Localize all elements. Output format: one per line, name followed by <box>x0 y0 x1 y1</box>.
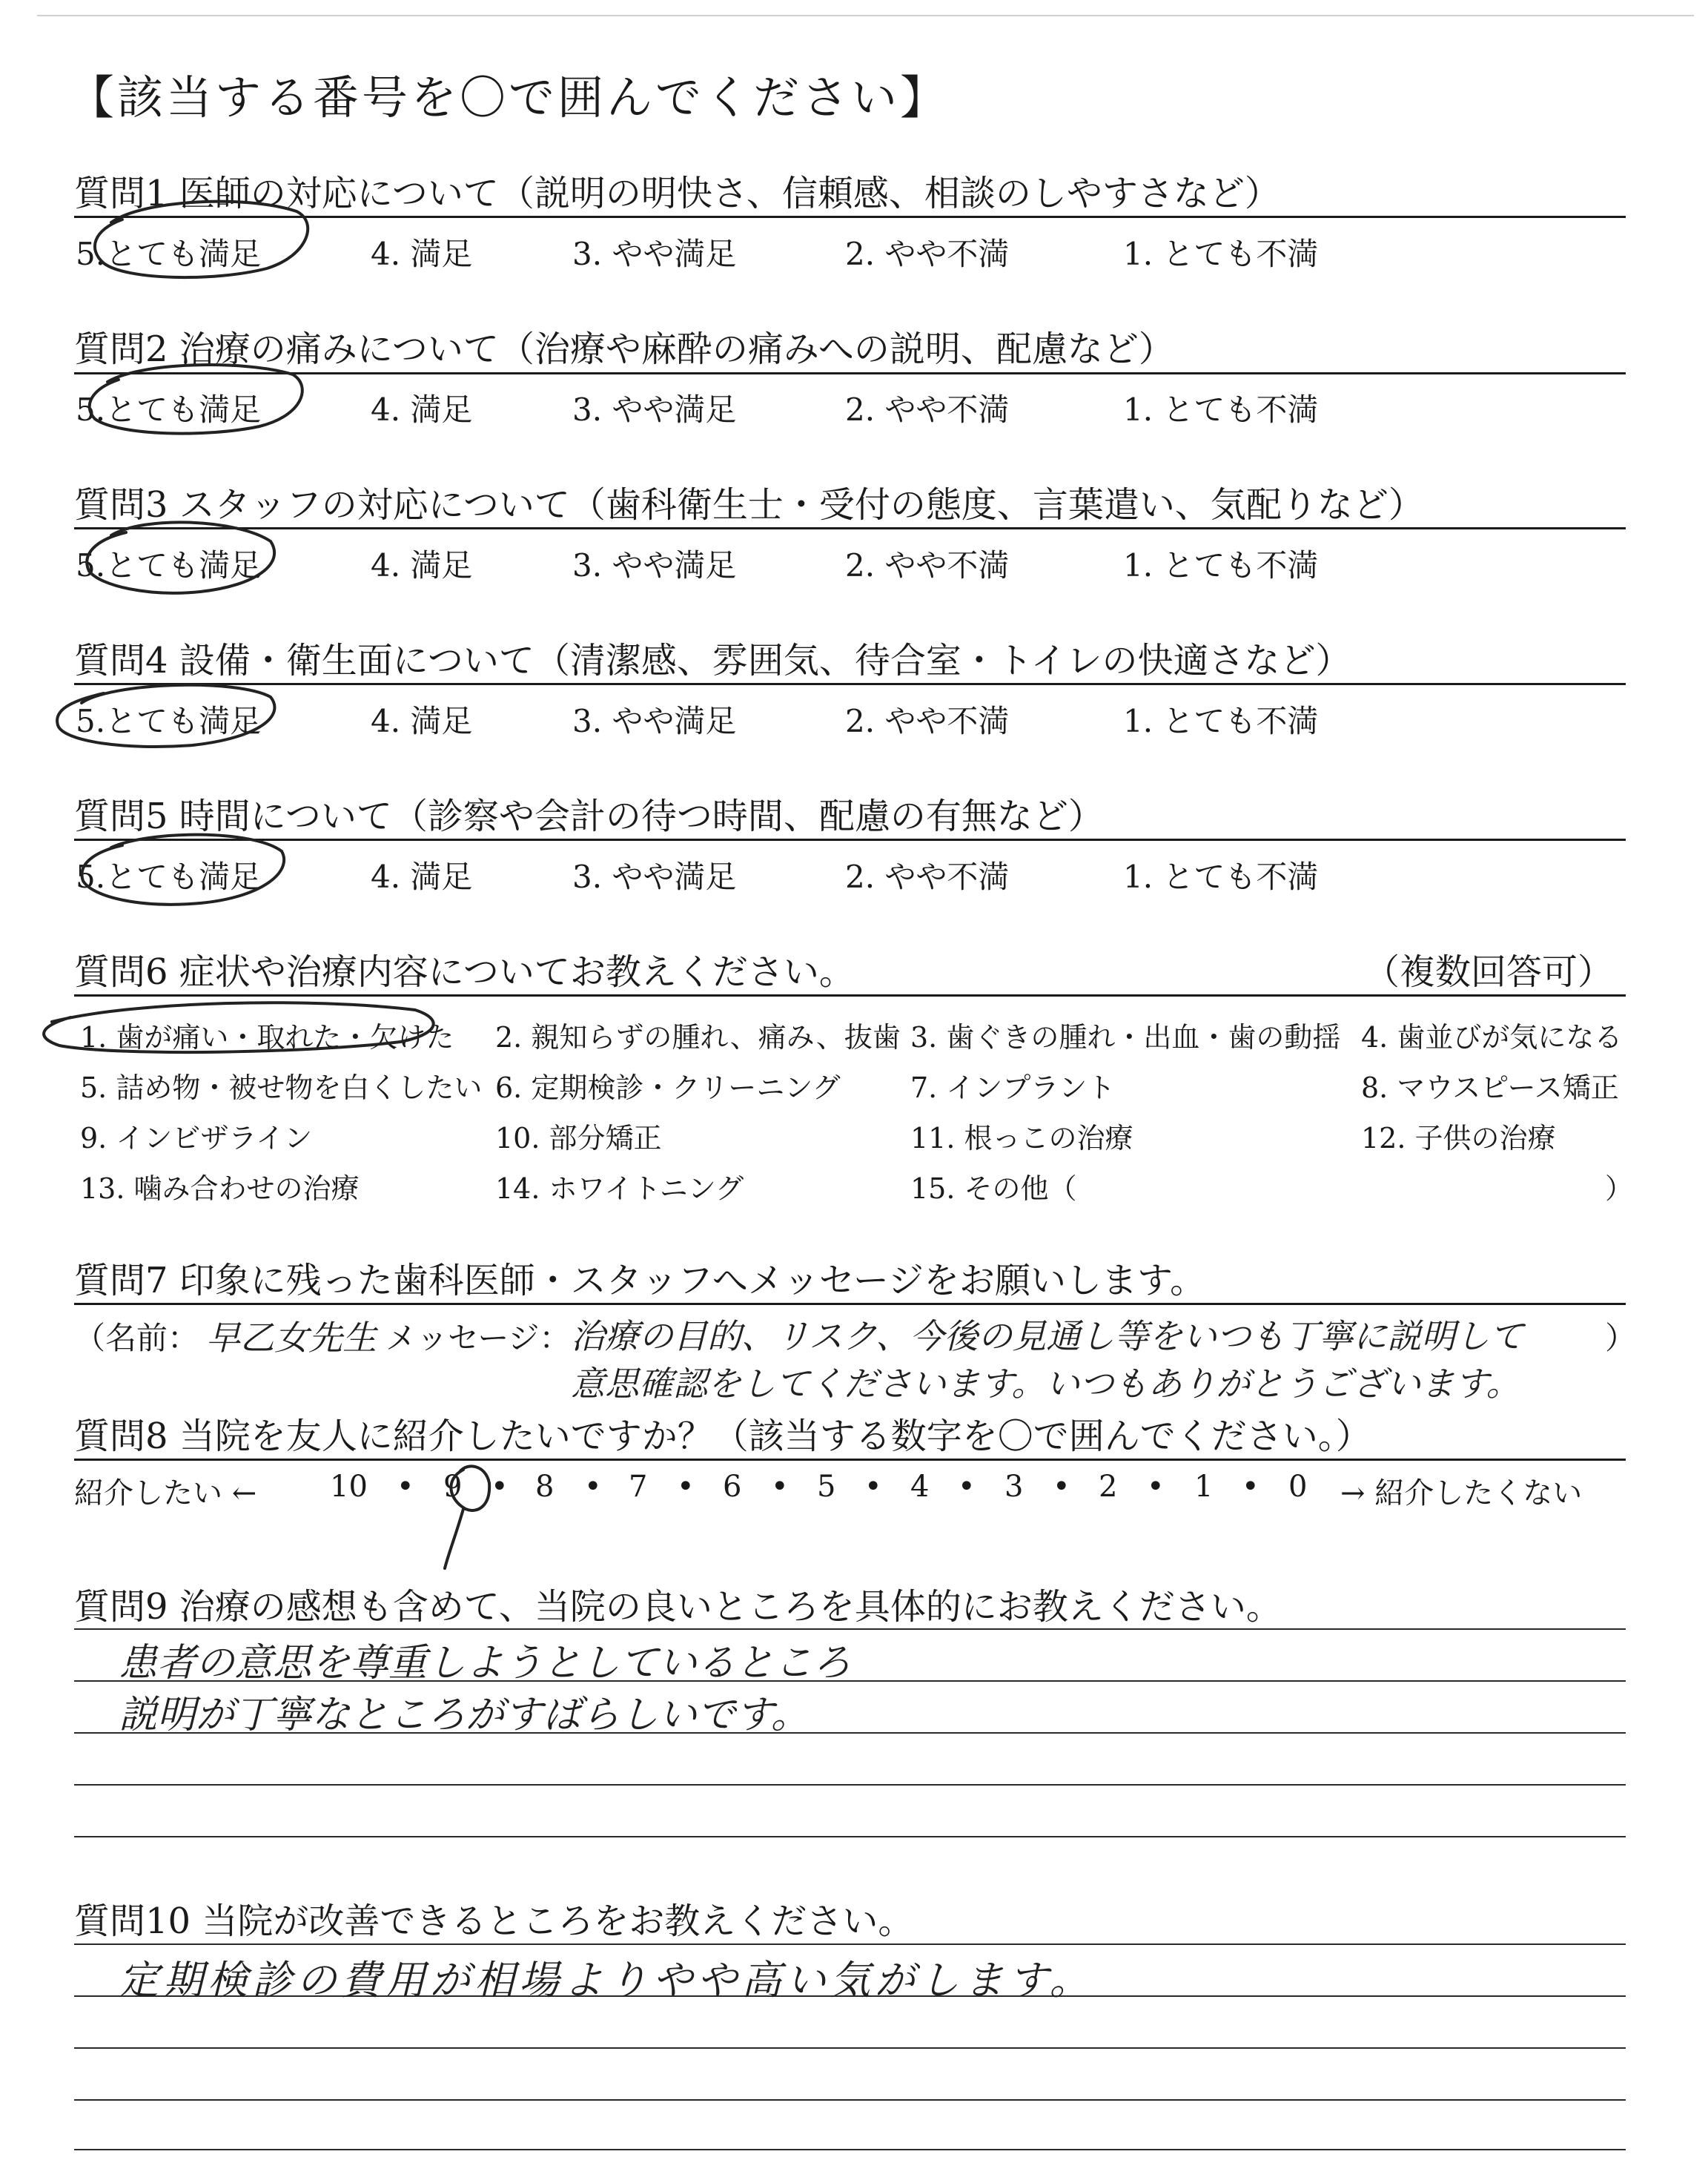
q2-option-4[interactable]: 4. 満足 <box>371 392 473 428</box>
q8-dot: • <box>677 1470 695 1504</box>
q4-selection-circle <box>57 685 274 747</box>
q6-option-7[interactable]: 7. インプラント <box>910 1071 1116 1104</box>
q6-option-8[interactable]: 8. マウスピース矯正 <box>1361 1071 1619 1104</box>
q3-option-2[interactable]: 2. やや不満 <box>845 547 1010 584</box>
q4-option-1[interactable]: 1. とても不満 <box>1123 703 1319 739</box>
q8-score-6[interactable]: 6 <box>723 1470 742 1504</box>
q8-dot: • <box>584 1470 602 1504</box>
q4-option-5[interactable]: 5.とても満足 <box>76 703 262 739</box>
q2-option-5[interactable]: 5.とても満足 <box>76 392 262 428</box>
q10-answer-line-1[interactable]: 定期検診の費用が相場よりやや高い気がします。 <box>119 1957 1094 2004</box>
question-4-label: 質問4 設備・衛生面について（清潔感、雰囲気、待合室・トイレの快適さなど） <box>74 640 1351 681</box>
q6-option-4[interactable]: 4. 歯並びが気になる <box>1361 1021 1623 1054</box>
q8-score-4[interactable]: 4 <box>910 1470 930 1504</box>
q6-option-3[interactable]: 3. 歯ぐきの腫れ・出血・歯の動揺 <box>910 1021 1341 1054</box>
q3-option-5[interactable]: 5.とても満足 <box>76 547 262 584</box>
q8-score-0[interactable]: 0 <box>1288 1470 1308 1504</box>
q1-option-4[interactable]: 4. 満足 <box>371 236 473 272</box>
q8-score-8[interactable]: 8 <box>535 1470 555 1504</box>
q2-option-1[interactable]: 1. とても不満 <box>1123 392 1319 428</box>
q8-dot: • <box>771 1470 789 1504</box>
q2-option-3[interactable]: 3. やや満足 <box>572 392 737 428</box>
q8-score-9[interactable]: 9 <box>443 1470 463 1504</box>
q3-selection-circle <box>87 522 274 592</box>
q3-option-4[interactable]: 4. 満足 <box>371 547 473 584</box>
q8-dot: • <box>1053 1470 1070 1504</box>
q6-other-close: ） <box>1605 1172 1634 1205</box>
q6-option-15[interactable]: 15. その他（ <box>910 1172 1077 1205</box>
q9-answer-line-1[interactable]: 患者の意思を尊重しようとしているところ <box>119 1641 852 1685</box>
q6-option-12[interactable]: 12. 子供の治療 <box>1361 1122 1556 1155</box>
q8-selection-circle <box>445 1466 489 1568</box>
question-6-note: （複数回答可） <box>1364 951 1614 993</box>
question-8-label: 質問8 当院を友人に紹介したいですか？（該当する数字を〇で囲んでください。） <box>74 1416 1371 1457</box>
question-7-label: 質問7 印象に残った歯科医師・スタッフへメッセージをお願いします。 <box>74 1260 1206 1301</box>
q1-option-5[interactable]: 5.とても満足 <box>76 236 262 272</box>
q3-option-1[interactable]: 1. とても不満 <box>1123 547 1319 584</box>
q7-message-line-1[interactable]: 治療の目的、リスク、今後の見通し等をいつも丁寧に説明して <box>571 1316 1524 1356</box>
question-10-label: 質問10 当院が改善できるところをお教えください。 <box>74 1900 914 1942</box>
q6-option-14[interactable]: 14. ホワイトニング <box>495 1172 744 1205</box>
page-title: 【該当する番号を〇で囲んでください】 <box>68 70 950 125</box>
q7-name-label: （名前： <box>74 1320 199 1356</box>
q1-option-2[interactable]: 2. やや不満 <box>845 236 1010 272</box>
q6-option-9[interactable]: 9. インビザライン <box>80 1122 313 1155</box>
q4-option-3[interactable]: 3. やや満足 <box>572 703 737 739</box>
q8-dot: • <box>397 1470 414 1504</box>
q8-left-label: 紹介したい ← <box>74 1476 257 1510</box>
q8-score-5[interactable]: 5 <box>817 1470 836 1504</box>
q9-answer-line-2[interactable]: 説明が丁寧なところがすばらしいです。 <box>119 1693 810 1737</box>
q7-name-value[interactable]: 早乙女先生 <box>206 1318 377 1358</box>
q7-message-label: メッセージ： <box>385 1320 571 1356</box>
q6-option-11[interactable]: 11. 根っこの治療 <box>910 1122 1133 1155</box>
q2-option-2[interactable]: 2. やや不満 <box>845 392 1010 428</box>
q2-selection-circle <box>90 365 302 434</box>
q6-option-5[interactable]: 5. 詰め物・被せ物を白くしたい <box>80 1071 483 1104</box>
q1-option-1[interactable]: 1. とても不満 <box>1123 236 1319 272</box>
question-2-label: 質問2 治療の痛みについて（治療や麻酔の痛みへの説明、配慮など） <box>74 328 1174 370</box>
question-9-label: 質問9 治療の感想も含めて、当院の良いところを具体的にお教えください。 <box>74 1586 1282 1628</box>
question-5-label: 質問5 時間について（診察や会計の待つ時間、配慮の有無など） <box>74 796 1104 837</box>
q6-option-10[interactable]: 10. 部分矯正 <box>495 1122 662 1155</box>
q8-dot: • <box>958 1470 976 1504</box>
q1-option-3[interactable]: 3. やや満足 <box>572 236 737 272</box>
q8-score-10[interactable]: 10 <box>330 1470 368 1504</box>
q1-selection-circle <box>95 202 308 277</box>
q8-dot: • <box>864 1470 882 1504</box>
q5-option-1[interactable]: 1. とても不満 <box>1123 859 1319 895</box>
question-1-label: 質問1 医師の対応について（説明の明快さ、信頼感、相談のしやすさなど） <box>74 173 1280 214</box>
q8-score-2[interactable]: 2 <box>1099 1470 1118 1504</box>
q6-option-13[interactable]: 13. 噛み合わせの治療 <box>80 1172 360 1205</box>
q5-option-4[interactable]: 4. 満足 <box>371 859 473 895</box>
q5-option-3[interactable]: 3. やや満足 <box>572 859 737 895</box>
q8-right-label: → 紹介したくない <box>1340 1476 1583 1510</box>
question-3-label: 質問3 スタッフの対応について（歯科衛生士・受付の態度、言葉遣い、気配りなど） <box>74 484 1424 526</box>
q5-selection-circle <box>82 835 284 905</box>
q6-option-1[interactable]: 1. 歯が痛い・取れた・欠けた <box>80 1021 454 1054</box>
q8-score-7[interactable]: 7 <box>629 1470 648 1504</box>
q5-option-2[interactable]: 2. やや不満 <box>845 859 1010 895</box>
q7-message-line-2[interactable]: 意思確認をしてくださいます。いつもありがとうございます。 <box>571 1364 1520 1404</box>
q8-score-1[interactable]: 1 <box>1194 1470 1214 1504</box>
question-6-label: 質問6 症状や治療内容についてお教えください。 <box>74 951 855 993</box>
q8-dot: • <box>1147 1470 1165 1504</box>
q8-dot: • <box>491 1470 509 1504</box>
q6-selection-circle <box>44 1003 434 1052</box>
q3-option-3[interactable]: 3. やや満足 <box>572 547 737 584</box>
q6-option-6[interactable]: 6. 定期検診・クリーニング <box>495 1071 841 1104</box>
q4-option-2[interactable]: 2. やや不満 <box>845 703 1010 739</box>
q4-option-4[interactable]: 4. 満足 <box>371 703 473 739</box>
q8-dot: • <box>1242 1470 1260 1504</box>
q7-close: ） <box>1605 1320 1637 1356</box>
q8-score-3[interactable]: 3 <box>1004 1470 1024 1504</box>
q6-option-2[interactable]: 2. 親知らずの腫れ、痛み、抜歯 <box>495 1021 901 1054</box>
q5-option-5[interactable]: 5.とても満足 <box>76 859 262 895</box>
